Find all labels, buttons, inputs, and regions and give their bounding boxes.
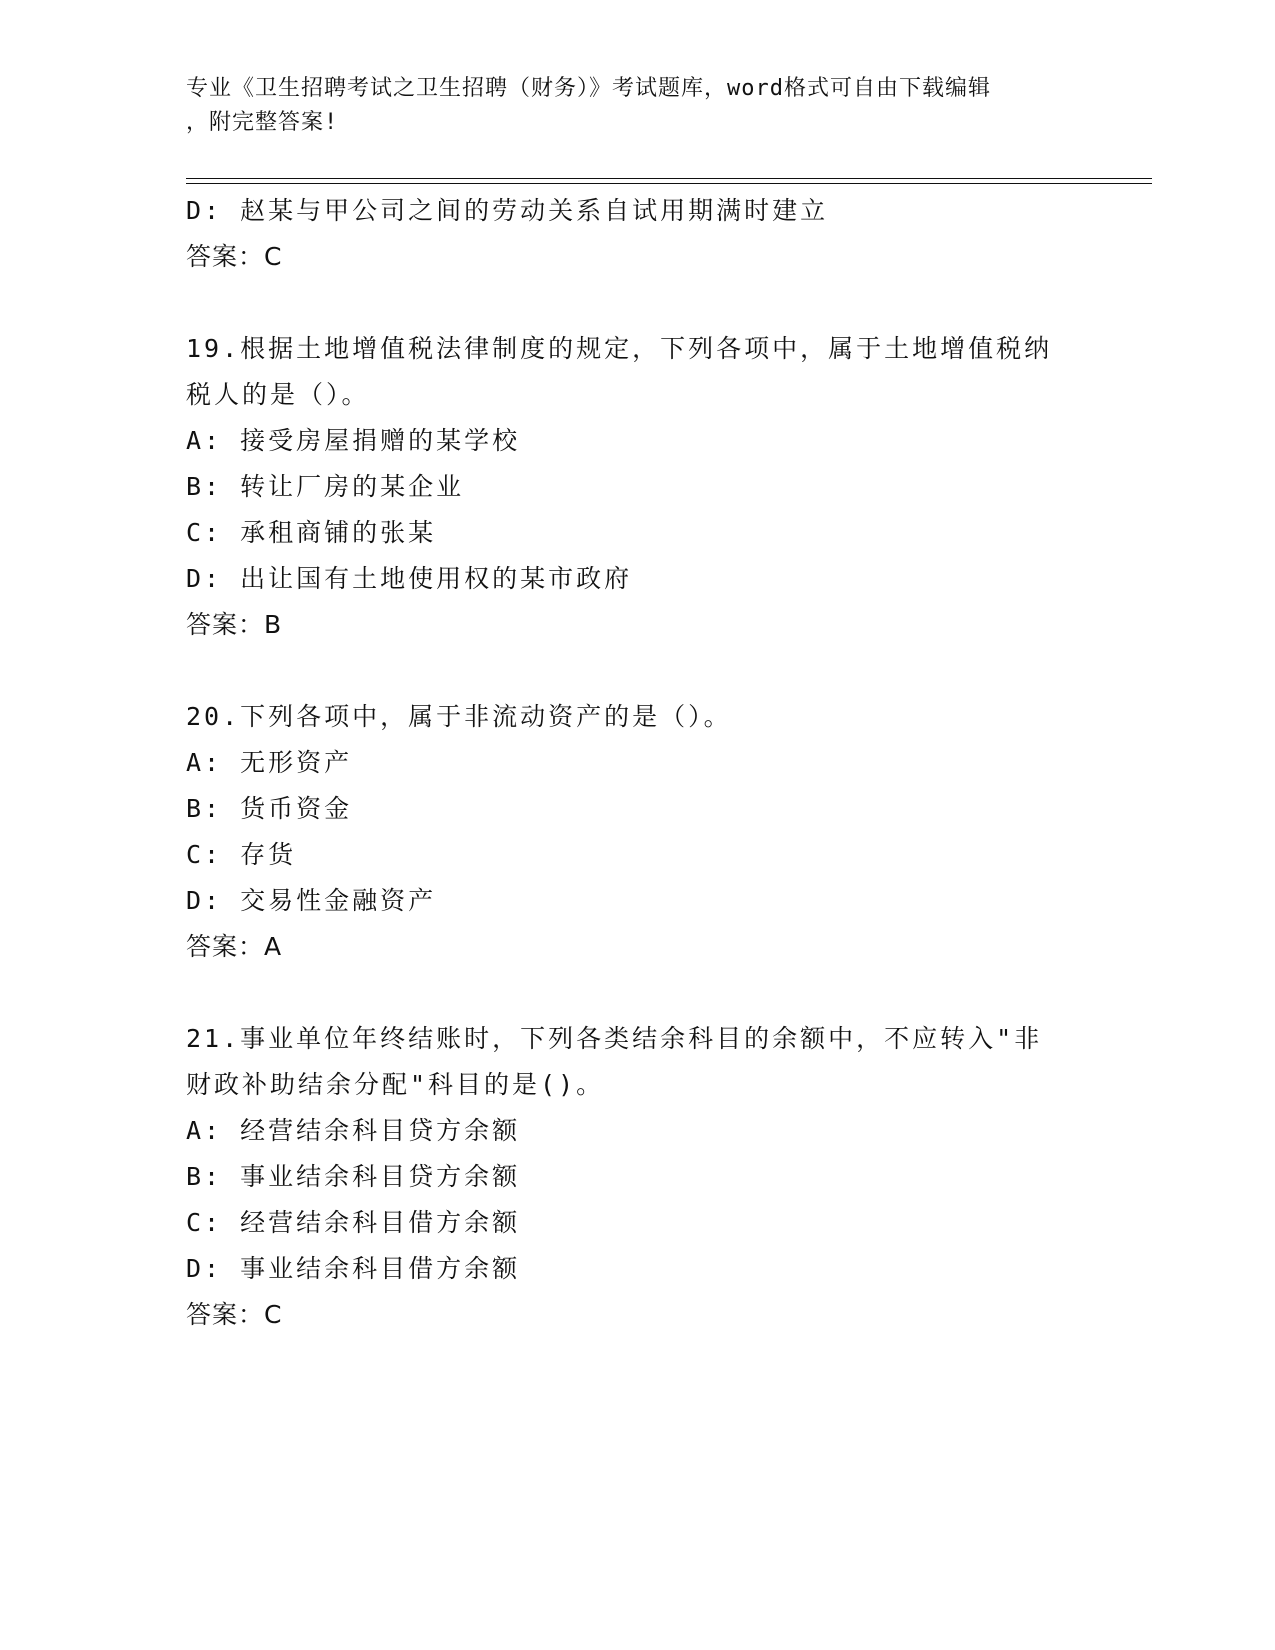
spacer xyxy=(186,970,1086,1016)
spacer xyxy=(186,648,1086,694)
option-c: C: 承租商铺的张某 xyxy=(186,518,437,547)
option-b: B: 事业结余科目贷方余额 xyxy=(186,1162,521,1191)
option-c: C: 存货 xyxy=(186,840,297,869)
question-stem: 19.根据土地增值税法律制度的规定，下列各项中，属于土地增值税纳 xyxy=(186,334,1053,363)
spacer xyxy=(186,280,1086,326)
question-list xyxy=(186,188,1086,1338)
prev-question-option-d: D: 赵某与甲公司之间的劳动关系自试用期满时建立 xyxy=(186,196,829,225)
question-21 xyxy=(186,1016,1086,1338)
question-stem-continued: 税人的是（）。 xyxy=(186,380,370,409)
header-divider-bottom xyxy=(186,183,1152,184)
option-a: A: 无形资产 xyxy=(186,748,353,777)
header-divider-top xyxy=(186,178,1152,179)
question-19 xyxy=(186,326,1086,648)
answer: 答案：C xyxy=(186,1300,283,1329)
question-stem-continued: 财政补助结余分配"科目的是()。 xyxy=(186,1070,605,1099)
option-a: A: 接受房屋捐赠的某学校 xyxy=(186,426,521,455)
option-d: D: 交易性金融资产 xyxy=(186,886,437,915)
option-b: B: 转让厂房的某企业 xyxy=(186,472,465,501)
option-c: C: 经营结余科目借方余额 xyxy=(186,1208,521,1237)
question-stem: 20.下列各项中，属于非流动资产的是（）。 xyxy=(186,702,732,731)
option-b: B: 货币资金 xyxy=(186,794,353,823)
header-line-2: ，附完整答案! xyxy=(186,110,339,135)
option-d: D: 事业结余科目借方余额 xyxy=(186,1254,521,1283)
question-20 xyxy=(186,694,1086,970)
answer: 答案：B xyxy=(186,610,283,639)
prev-question-answer: 答案：C xyxy=(186,242,283,271)
option-a: A: 经营结余科目贷方余额 xyxy=(186,1116,521,1145)
answer: 答案：A xyxy=(186,932,283,961)
document-header xyxy=(186,72,1066,140)
header-line-1: 专业《卫生招聘考试之卫生招聘（财务）》考试题库，word格式可自由下载编辑 xyxy=(186,76,991,101)
option-d: D: 出让国有土地使用权的某市政府 xyxy=(186,564,633,593)
question-stem: 21.事业单位年终结账时，下列各类结余科目的余额中，不应转入"非 xyxy=(186,1024,1043,1053)
